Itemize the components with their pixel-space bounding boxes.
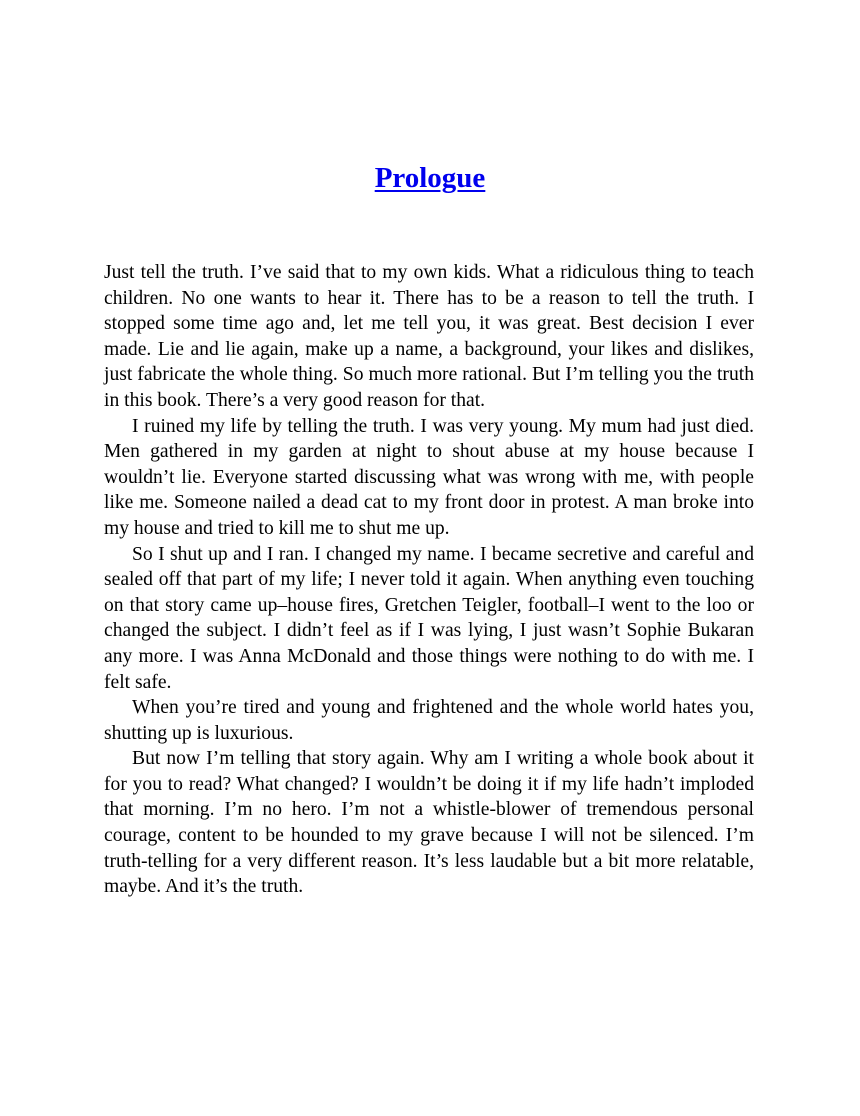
paragraph-1: Just tell the truth. I’ve said that to my own kids. What a ridiculous thing to teach children. No one wants to hear it. There has to be a reason to tell the truth. I stopped some time ago and, let me tell you, it was great. Best decision I ever made. Lie and lie again, make up a name, a background, your likes and dislikes, just fabricate the whole thing. So much more rational. But I’m telling you the truth in this book. There’s a very good reason for that. bbox=[104, 262, 754, 411]
paragraph-4: When you’re tired and young and frightened and the whole world hates you, shutting up is luxurious. bbox=[104, 697, 754, 744]
chapter-body bbox=[104, 260, 754, 900]
chapter-heading bbox=[0, 162, 860, 195]
paragraph-5: But now I’m telling that story again. Why am I writing a whole book about it for you to read? What changed? I wouldn’t be doing it if my life hadn’t imploded that morning. I’m no hero. I’m not a whistle-blower of tremendous personal courage, content to be hounded to my grave because I will not be silenced. I’m truth-telling for a very different reason. It’s less laudable but a bit more relatable, maybe. And it’s the truth. bbox=[104, 748, 754, 898]
paragraph-3: So I shut up and I ran. I changed my name. I became secretive and careful and sealed off that part of my life; I never told it again. When anything even touching on that story came up–house fires, Gretchen Teigler, football–I went to the loo or changed the subject. I didn’t feel as if I was lying, I just wasn’t Sophie Bukaran any more. I was Anna McDonald and those things were nothing to do with me. I felt safe. bbox=[104, 543, 754, 693]
paragraph-2: I ruined my life by telling the truth. I was very young. My mum had just died. Men gathered in my garden at night to shout abuse at my house because I wouldn’t lie. Everyone started discussing what was wrong with me, with people like me. Someone nailed a dead cat to my front door in protest. A man broke into my house and tried to kill me to shut me up. bbox=[104, 415, 754, 539]
chapter-title-link[interactable]: Prologue bbox=[374, 162, 486, 194]
